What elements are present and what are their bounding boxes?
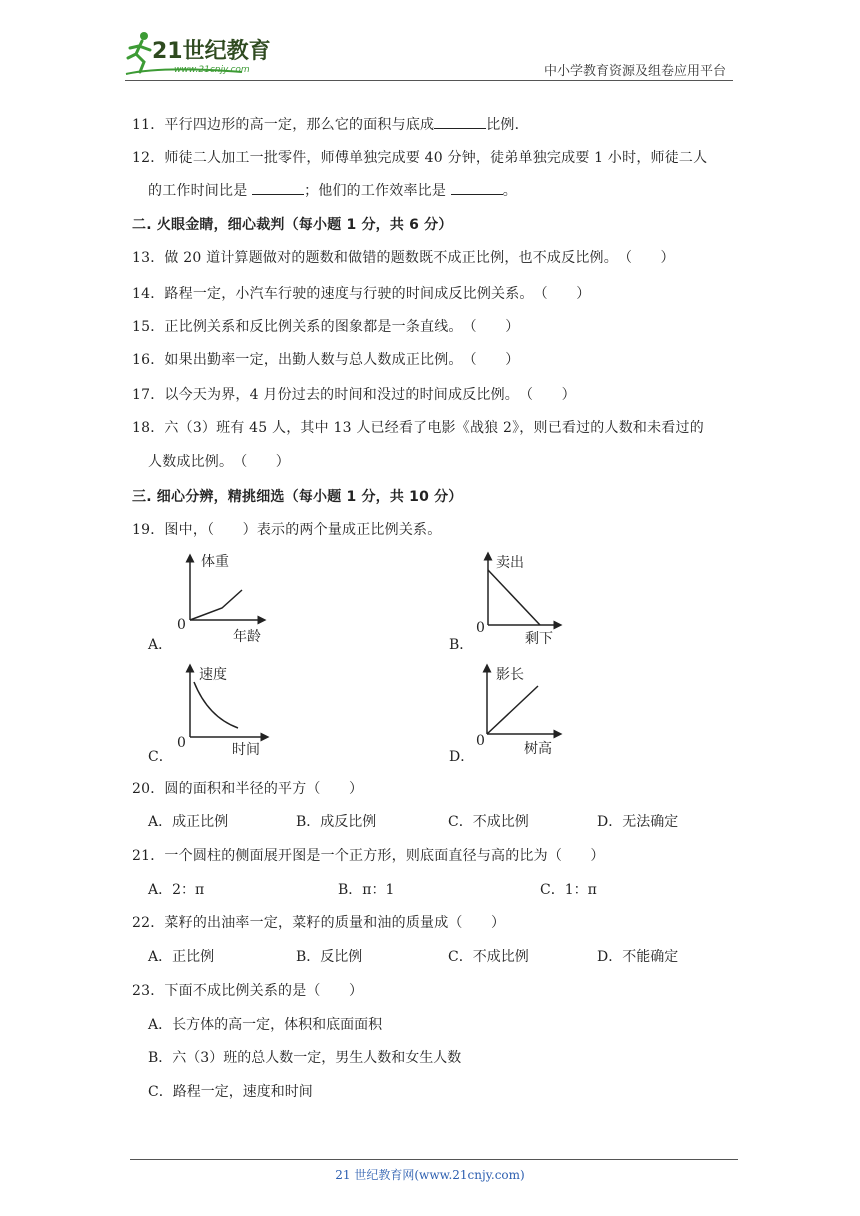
svg-text:21世纪教育: 21世纪教育 [152, 39, 271, 64]
q20-option-c[interactable]: C．不成比例 [448, 814, 529, 830]
answer-blank[interactable] [434, 114, 486, 129]
question-14: 14．路程一定，小汽车行驶的速度与行驶的时间成反比例关系。（ ） [132, 283, 578, 303]
question-12-line2: 的工作时间比是 ；他们的工作效率比是 。 [148, 180, 517, 200]
question-20: 20．圆的面积和半径的平方（ ） [132, 781, 364, 797]
graph-c-origin: 0 [177, 735, 186, 751]
graph-a-origin: 0 [177, 617, 186, 633]
answer-paren[interactable]: （ ） [462, 352, 520, 368]
question-22: 22．菜籽的出油率一定，菜籽的质量和油的质量成（ ） [132, 915, 506, 931]
graph-a-ylabel: 体重 [201, 554, 229, 570]
header-platform-name: 中小学教育资源及组卷应用平台 [543, 64, 726, 79]
question-18-line1: 18．六（3）班有 45 人，其中 13 人已经看了电影《战狼 2》，则已看过的人数和未看过的 [132, 420, 704, 436]
question-18-line2: 人数成比例。（ ） [148, 451, 277, 471]
q22-option-a[interactable]: A．正比例 [148, 949, 215, 965]
section-2-title: 二. 火眼金睛，细心裁判（每小题 1 分，共 6 分） [132, 217, 453, 233]
graph-c-xlabel: 时间 [232, 742, 260, 758]
footer-text[interactable]: 21 世纪教育网(www.21cnjy.com) [335, 1168, 525, 1182]
graph-a-xlabel: 年龄 [233, 629, 261, 645]
option-b-label[interactable]: B． [449, 637, 474, 653]
question-23: 23．下面不成比例关系的是（ ） [132, 983, 364, 999]
question-19: 19．图中，（ ）表示的两个量成正比例关系。 [132, 522, 442, 538]
site-logo [122, 28, 292, 80]
q23-option-a[interactable]: A．长方体的高一定，体积和底面面积 [148, 1017, 383, 1033]
graph-d-xlabel: 树高 [524, 741, 552, 757]
q23-option-b[interactable]: B．六（3）班的总人数一定，男生人数和女生人数 [148, 1050, 462, 1066]
question-12-line1: 12．师徒二人加工一批零件，师傅单独完成要 40 分钟，徒弟单独完成要 1 小时，师徒二人 [132, 150, 708, 166]
answer-blank[interactable] [252, 180, 304, 195]
answer-paren[interactable]: （ ） [462, 319, 520, 335]
question-21: 21．一个圆柱的侧面展开图是一个正方形，则底面直径与高的比为（ ） [132, 848, 605, 864]
graph-b-xlabel: 剩下 [525, 631, 553, 647]
graph-b-ylabel: 卖出 [496, 555, 524, 571]
q21-option-b[interactable]: B．π：1 [338, 882, 395, 898]
question-15: 15．正比例关系和反比例关系的图象都是一条直线。（ ） [132, 316, 507, 336]
answer-paren[interactable]: （ ） [533, 286, 591, 302]
q21-option-c[interactable]: C．1：π [540, 882, 597, 898]
header-divider [125, 80, 733, 81]
question-13: 13．做 20 道计算题做对的题数和做错的题数既不成正比例，也不成反比例。（ ） [132, 247, 662, 267]
q22-option-c[interactable]: C．不成比例 [448, 949, 529, 965]
graph-c-ylabel: 速度 [199, 667, 227, 683]
graph-d-ylabel: 影长 [496, 667, 524, 683]
question-17: 17．以今天为界，4 月份过去的时间和没过的时间成反比例。（ ） [132, 384, 563, 404]
q21-option-a[interactable]: A．2：π [148, 882, 205, 898]
q22-option-b[interactable]: B．反比例 [296, 949, 363, 965]
q23-option-c[interactable]: C．路程一定，速度和时间 [148, 1084, 313, 1100]
q20-option-d[interactable]: D．无法确定 [597, 814, 679, 830]
q20-option-b[interactable]: B．成反比例 [296, 814, 377, 830]
option-c-label[interactable]: C． [148, 749, 173, 765]
graph-d-origin: 0 [476, 733, 485, 749]
svg-text:www.21cnjy.com: www.21cnjy.com [174, 65, 250, 75]
answer-blank[interactable] [451, 180, 503, 195]
q22-option-d[interactable]: D．不能确定 [597, 949, 679, 965]
q20-option-a[interactable]: A．成正比例 [148, 814, 229, 830]
answer-paren[interactable]: （ ） [233, 454, 291, 470]
option-a-label[interactable]: A． [148, 637, 173, 653]
question-16: 16．如果出勤率一定，出勤人数与总人数成正比例。（ ） [132, 349, 507, 369]
footer-divider [130, 1159, 738, 1160]
answer-paren[interactable]: （ ） [518, 387, 576, 403]
option-d-label[interactable]: D． [449, 749, 475, 765]
graph-b-origin: 0 [476, 620, 485, 636]
section-3-title: 三. 细心分辨，精挑细选（每小题 1 分，共 10 分） [132, 489, 463, 505]
question-11: 11．平行四边形的高一定，那么它的面积与底成 比例． [132, 114, 529, 134]
answer-paren[interactable]: （ ） [617, 250, 675, 266]
